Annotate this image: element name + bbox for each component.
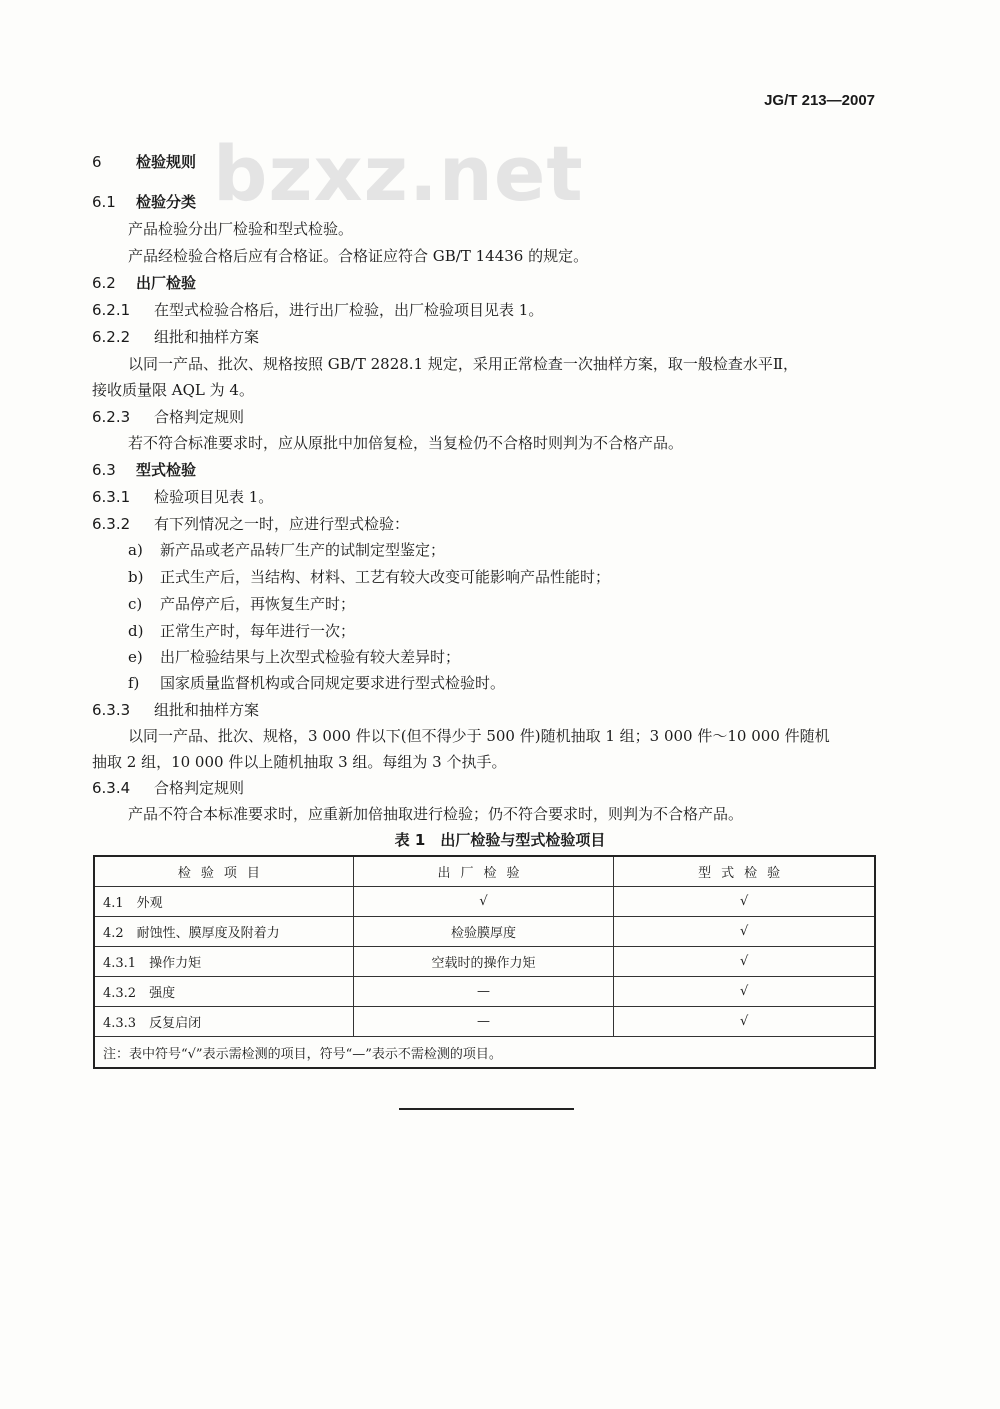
clause-6-3-2: 6.3.2 有下列情况之一时，应进行型式检验： — [92, 515, 410, 533]
clause-6-2-1: 6.2.1 在型式检验合格后，进行出厂检验，出厂检验项目见表 1。 — [92, 301, 544, 319]
table-note-row — [94, 1037, 875, 1069]
type-cell: √ — [614, 917, 875, 947]
clause-6-2-2-heading: 6.2.2 组批和抽样方案 — [92, 328, 260, 346]
table-row — [94, 977, 875, 1007]
column-header: 检验项目 — [94, 856, 353, 887]
list-item: e) 出厂检验结果与上次型式检验有较大差异时； — [128, 648, 461, 666]
factory-cell: 空载时的操作力矩 — [353, 947, 613, 977]
item-cell: 4.1 外观 — [94, 887, 353, 917]
section-6-heading: 6 检验规则 — [92, 153, 197, 171]
list-item: c) 产品停产后，再恢复生产时； — [128, 595, 356, 613]
table-row — [94, 947, 875, 977]
list-item: f) 国家质量监督机构或合同规定要求进行型式检验时。 — [128, 674, 506, 692]
factory-cell: — — [353, 1007, 613, 1037]
item-cell: 4.3.2 强度 — [94, 977, 353, 1007]
paragraph: 接收质量限 AQL 为 4。 — [92, 381, 254, 399]
paragraph: 抽取 2 组，10 000 件以上随机抽取 3 组。每组为 3 个执手。 — [92, 753, 507, 771]
clause-6-3-1: 6.3.1 检验项目见表 1。 — [92, 488, 274, 506]
list-item: a) 新产品或老产品转厂生产的试制定型鉴定； — [128, 541, 446, 559]
table-row — [94, 887, 875, 917]
table-caption: 表 1 出厂检验与型式检验项目 — [394, 831, 606, 849]
list-item: b) 正式生产后，当结构、材料、工艺有较大改变可能影响产品性能时； — [128, 568, 611, 586]
type-cell: √ — [614, 947, 875, 977]
column-header: 出厂检验 — [353, 856, 613, 887]
clause-6-3-3-heading: 6.3.3 组批和抽样方案 — [92, 701, 260, 719]
item-cell: 4.2 耐蚀性、膜厚度及附着力 — [94, 917, 353, 947]
item-cell: 4.3.1 操作力矩 — [94, 947, 353, 977]
watermark-text: bzxz.net — [213, 129, 584, 218]
type-cell: √ — [614, 1007, 875, 1037]
paragraph: 以同一产品、批次、规格按照 GB/T 2828.1 规定，采用正常检查一次抽样方案，取一般检查水平Ⅱ， — [128, 355, 799, 373]
paragraph: 产品检验分出厂检验和型式检验。 — [128, 220, 354, 238]
table-note: 注：表中符号“√”表示需检测的项目，符号“—”表示不需检测的项目。 — [94, 1037, 875, 1069]
paragraph: 以同一产品、批次、规格，3 000 件以下(但不得少于 500 件)随机抽取 1 组；3 000 件～10 000 件随机 — [128, 727, 830, 745]
paragraph: 若不符合标准要求时，应从原批中加倍复检，当复检仍不合格时则判为不合格产品。 — [128, 434, 684, 452]
section-6-3-heading: 6.3 型式检验 — [92, 461, 197, 479]
column-header: 型式检验 — [614, 856, 875, 887]
factory-cell: 检验膜厚度 — [353, 917, 613, 947]
type-cell: √ — [614, 977, 875, 1007]
table-row — [94, 1007, 875, 1037]
section-6-1-heading: 6.1 检验分类 — [92, 193, 197, 211]
factory-cell: — — [353, 977, 613, 1007]
item-cell: 4.3.3 反复启闭 — [94, 1007, 353, 1037]
inspection-table — [93, 855, 876, 1069]
section-6-2-heading: 6.2 出厂检验 — [92, 274, 197, 292]
type-cell: √ — [614, 887, 875, 917]
clause-6-3-4-heading: 6.3.4 合格判定规则 — [92, 779, 245, 797]
paragraph: 产品不符合本标准要求时，应重新加倍抽取进行检验；仍不符合要求时，则判为不合格产品。 — [128, 805, 744, 823]
clause-6-2-3-heading: 6.2.3 合格判定规则 — [92, 408, 245, 426]
paragraph: 产品经检验合格后应有合格证。合格证应符合 GB/T 14436 的规定。 — [128, 247, 589, 265]
end-rule — [399, 1108, 574, 1110]
factory-cell: √ — [353, 887, 613, 917]
standard-code: JG/T 213—2007 — [764, 92, 875, 109]
list-item: d) 正常生产时，每年进行一次； — [128, 622, 356, 640]
table-row — [94, 917, 875, 947]
table-header-row — [94, 856, 875, 887]
